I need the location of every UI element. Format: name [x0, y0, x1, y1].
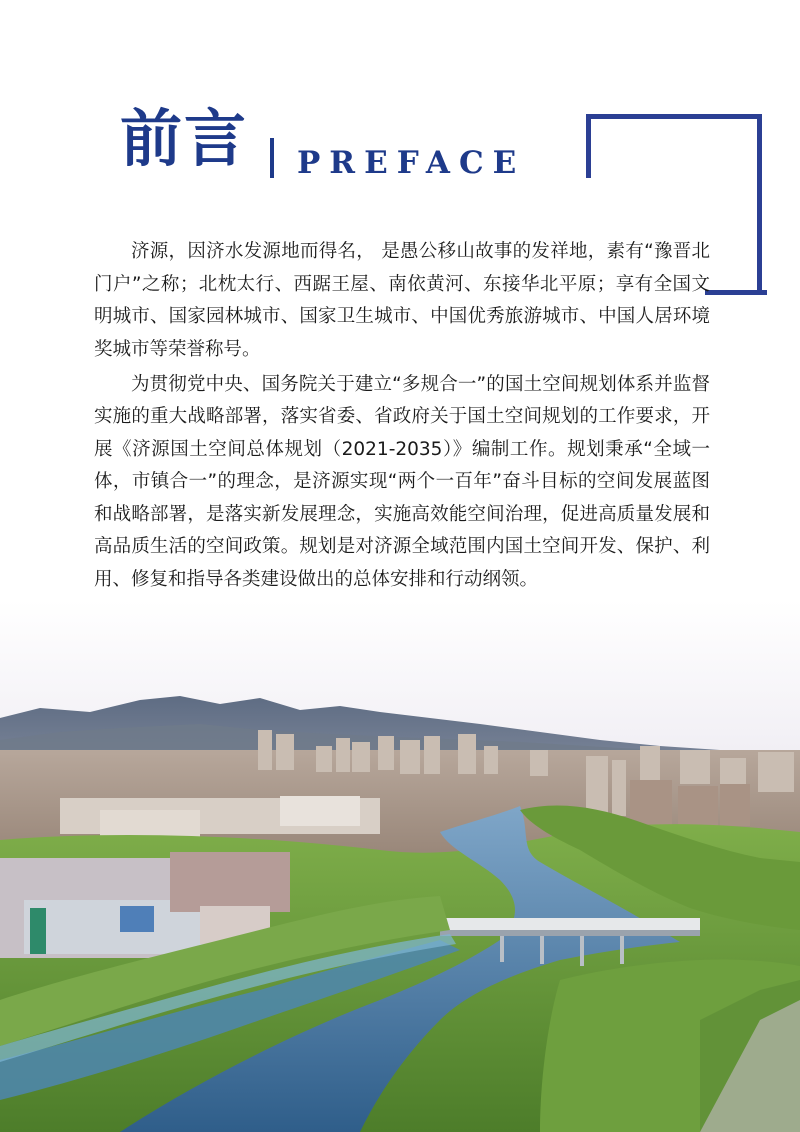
page-subtitle: PREFACE — [297, 145, 526, 181]
paragraph: 济源，因济水发源地而得名， 是愚公移山故事的发祥地，素有“豫晋北门户”之称；北枕太行、西踞王屋、南依黄河、东接华北平原；享有全国文明城市、国家园林城市、国家卫生城市、中国优秀旅游城市、中国人居环境奖城市等荣誉称号。 — [94, 241, 710, 360]
decorative-frame-base — [705, 290, 767, 295]
city-aerial-photo — [0, 600, 800, 1132]
body-text — [94, 236, 710, 599]
title-divider — [270, 138, 274, 178]
page-title: 前言 — [120, 102, 249, 175]
paragraph: 为贯彻党中央、国务院关于建立“多规合一”的国土空间规划体系并监督实施的重大战略部署，落实省委、省政府关于国土空间规划的工作要求，开展《济源国土空间总体规划（2021-2035）》编制工作。规划秉承“全域一体，市镇合一”的理念，是济源实现“两个一百年”奋斗目标的空间发展蓝图和战略部署，是落实新发展理念，实施高效能空间治理，促进高质量发展和高品质生活的空间政策。规划是对济源全域范围内国土空间开发、保护、利用、修复和指导各类建设做出的总体安排和行动纲领。 — [94, 373, 710, 590]
